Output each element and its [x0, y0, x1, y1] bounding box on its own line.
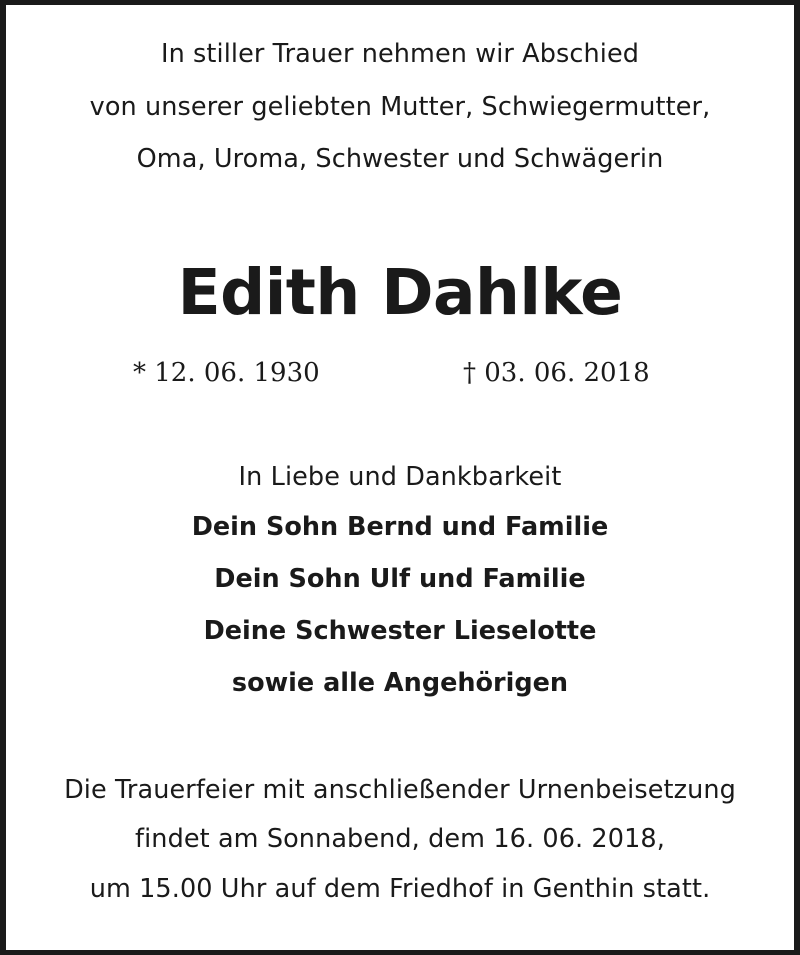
birth-date: * 12. 06. 1930 [133, 358, 320, 388]
mourner-line-1: Dein Sohn Bernd und Familie [191, 512, 609, 542]
service-line-2: findet am Sonnabend, dem 16. 06. 2018, [135, 824, 665, 854]
intro-line-2: von unserer geliebten Mutter, Schwiegermutter, [89, 92, 711, 122]
mourners-intro: In Liebe und Dankbarkeit [238, 462, 562, 492]
intro-line-1: In stiller Trauer nehmen wir Abschied [160, 39, 640, 69]
service-line-1: Die Trauerfeier mit anschließender Urnenbeisetzung [64, 775, 736, 805]
intro-line-3: Oma, Uroma, Schwester und Schwägerin [136, 144, 664, 174]
death-date: † 03. 06. 2018 [463, 358, 650, 388]
mourner-line-3: Deine Schwester Lieselotte [203, 616, 597, 646]
service-line-3: um 15.00 Uhr auf dem Friedhof in Genthin statt. [89, 874, 711, 904]
mourner-line-4: sowie alle Angehörigen [231, 668, 569, 698]
deceased-name: Edith Dahlke [177, 256, 623, 329]
mourner-line-2: Dein Sohn Ulf und Familie [214, 564, 586, 594]
